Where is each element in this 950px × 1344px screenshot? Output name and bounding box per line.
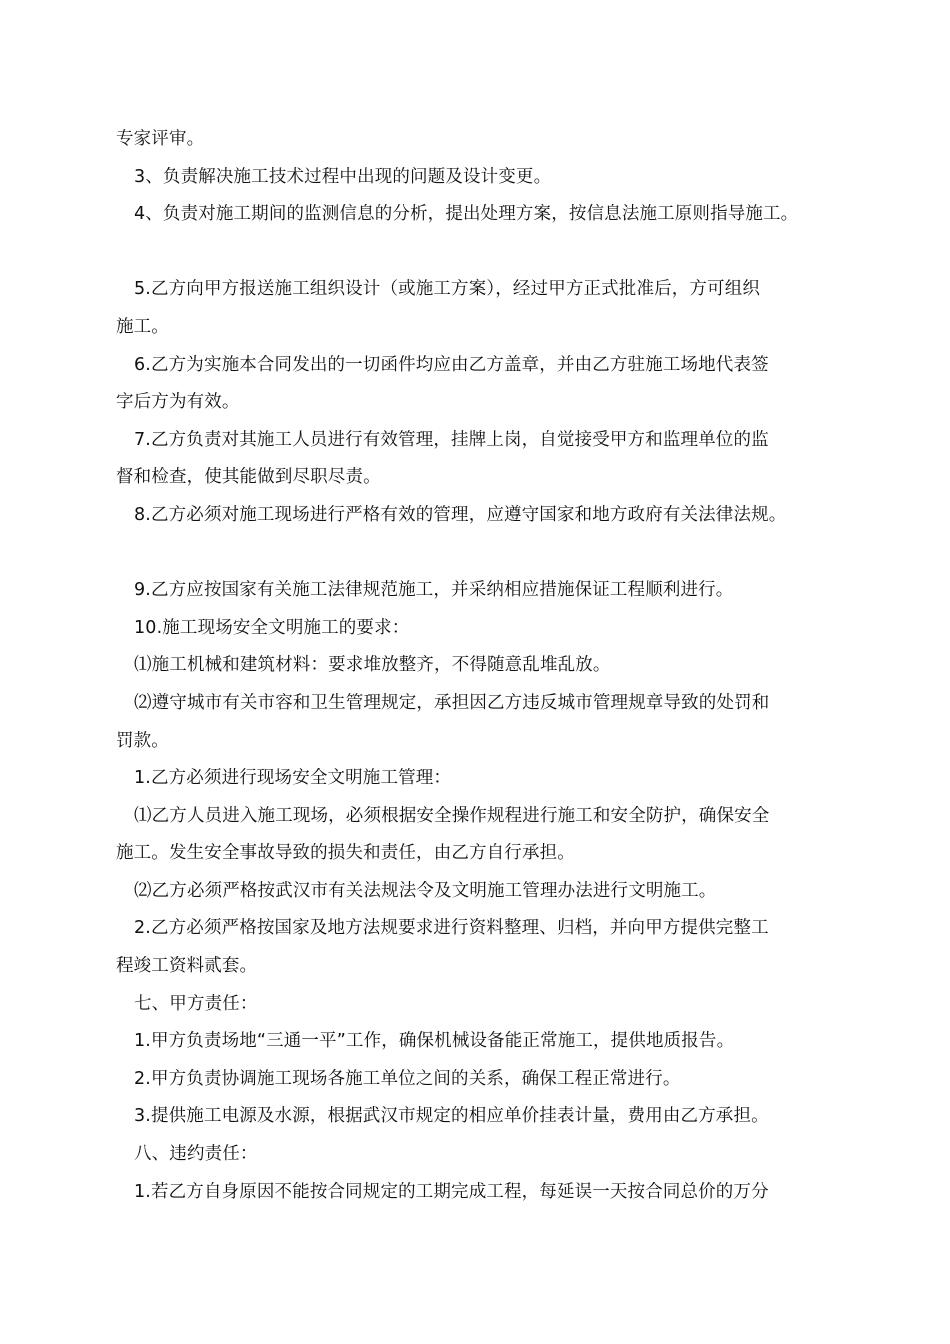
text-line: 1.若乙方自身原因不能按合同规定的工期完成工程，每延误一天按合同总价的万分 — [134, 1181, 769, 1202]
text-line: 2.甲方负责协调施工现场各施工单位之间的关系，确保工程正常进行。 — [134, 1068, 681, 1089]
text-line: ⑴施工机械和建筑材料：要求堆放整齐，不得随意乱堆乱放。 — [134, 655, 611, 676]
text-line: ⑵遵守城市有关市容和卫生管理规定，承担因乙方违反城市管理规章导致的处罚和 — [134, 692, 770, 713]
text-line: 3.提供施工电源及水源，根据武汉市规定的相应单价挂表计量，费用由乙方承担。 — [134, 1106, 769, 1127]
text-line: 7.乙方负责对其施工人员进行有效管理，挂牌上岗，自觉接受甲方和监理单位的监 — [134, 429, 769, 450]
section-heading: 八、违约责任： — [134, 1144, 258, 1165]
text-line: 督和检查，使其能做到尽职尽责。 — [116, 467, 381, 488]
text-line: 5.乙方向甲方报送施工组织设计（或施工方案），经过甲方正式批准后，方可组织 — [134, 279, 760, 300]
text-line: 字后方为有效。 — [116, 392, 240, 413]
text-line: 6.乙方为实施本合同发出的一切函件均应由乙方盖章，并由乙方驻施工场地代表签 — [134, 354, 769, 375]
text-line: 2.乙方必须严格按国家及地方法规要求进行资料整理、归档，并向甲方提供完整工 — [134, 918, 769, 939]
text-line: 1.甲方负责场地“三通一平”工作，确保机械设备能正常施工，提供地质报告。 — [134, 1031, 735, 1052]
text-line: 4、负责对施工期间的监测信息的分析，提出处理方案，按信息法施工原则指导施工。 — [134, 204, 799, 225]
text-line: 10.施工现场安全文明施工的要求： — [134, 617, 410, 638]
text-line: 8.乙方必须对施工现场进行严格有效的管理，应遵守国家和地方政府有关法律法规。 — [134, 504, 787, 525]
text-line: ⑵乙方必须严格按武汉市有关法规法令及文明施工管理办法进行文明施工。 — [134, 880, 717, 901]
text-line: 罚款。 — [116, 730, 169, 751]
text-line: 3、负责解决施工技术过程中出现的问题及设计变更。 — [134, 166, 552, 187]
blank-line — [116, 535, 846, 573]
document-body — [116, 121, 846, 1211]
text-line: 程竣工资料贰套。 — [116, 956, 258, 977]
text-line: 9.乙方应按国家有关施工法律规范施工，并采纳相应措施保证工程顺利进行。 — [134, 580, 734, 601]
blank-line — [116, 234, 846, 272]
text-line: 施工。发生安全事故导致的损失和责任，由乙方自行承担。 — [116, 843, 575, 864]
text-line: ⑴乙方人员进入施工现场，必须根据安全操作规程进行施工和安全防护，确保安全 — [134, 805, 770, 826]
section-heading: 七、甲方责任： — [134, 993, 258, 1014]
text-line: 专家评审。 — [116, 129, 205, 149]
text-line: 施工。 — [116, 316, 169, 337]
text-line: 1.乙方必须进行现场安全文明施工管理： — [134, 768, 452, 789]
